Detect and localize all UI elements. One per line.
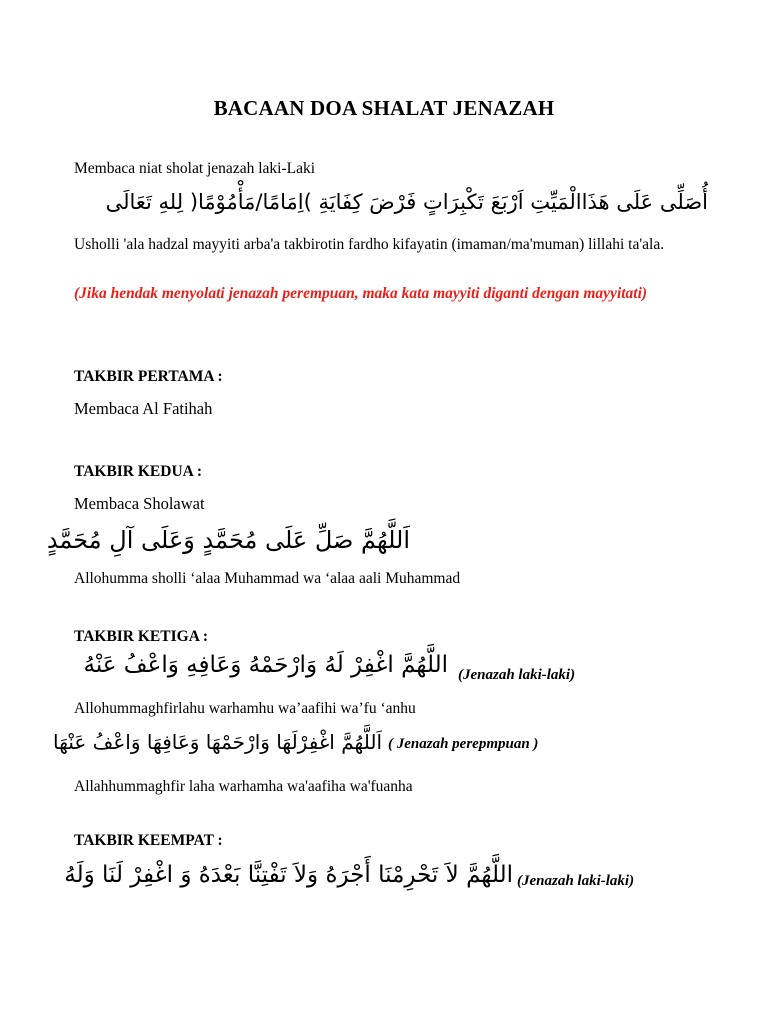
- doa-male-note: (Jenazah laki-laki): [458, 667, 576, 683]
- niat-latin: Usholli 'ala hadzal mayyiti arba'a takbirotin fardho kifayatin (imaman/ma'muman) lillahi ta'ala.: [74, 236, 665, 253]
- doa-keempat-arabic: اللَّهُمَّ لاَ تَحْرِمْنَا أَجْرَهُ وَلاَ تَفْتِنَّا بَعْدَهُ وَ اغْفِرْ لَنَا وَلَهُ: [64, 862, 513, 888]
- doa-male-latin: Allohummaghfirlahu warhamhu wa’aafihi wa’fu ‘anhu: [74, 700, 416, 717]
- niat-arabic: أُصَلِّى عَلَى هَذَاالْمَيِّتِ اَرْبَعَ تَكْبِرَاتٍ فَرْضَ كِفَايَةِ )اِمَامًا/مَأْمُوْمًا( لِلهِ تَعَالَى: [105, 190, 708, 214]
- niat-intro: Membaca niat sholat jenazah laki-Laki: [74, 160, 316, 177]
- takbir-keempat-heading: TAKBIR KEEMPAT :: [74, 832, 223, 849]
- doa-keempat-note: (Jenazah laki-laki): [517, 873, 635, 889]
- takbir-kedua-text: Membaca Sholawat: [74, 494, 205, 513]
- doa-female-latin: Allahhummaghfir laha warhamha wa'aafiha wa'fuanha: [74, 778, 413, 795]
- doa-female-arabic: اَللَّهُمَّ اغْفِرْلَهَا وَارْحَمْهَا وَعَافِهَا وَاعْفُ عَنْهَا: [53, 730, 382, 754]
- page-title: BACAAN DOA SHALAT JENAZAH: [213, 96, 555, 120]
- sholawat-arabic: اَللَّهُمَّ صَلِّ عَلَى مُحَمَّدٍ وَعَلَى آلِ مُحَمَّدٍ: [46, 526, 410, 554]
- niat-note-red: (Jika hendak menyolati jenazah perempuan, maka kata mayyiti diganti dengan mayyitati): [74, 285, 648, 302]
- doa-female-note: ( Jenazah perepmpuan ): [388, 736, 539, 752]
- takbir-pertama-text: Membaca Al Fatihah: [74, 399, 213, 418]
- takbir-pertama-heading: TAKBIR PERTAMA :: [74, 368, 223, 385]
- takbir-ketiga-heading: TAKBIR KETIGA :: [74, 628, 209, 645]
- doa-male-arabic: اللَّهُمَّ اغْفِرْ لَهُ وَارْحَمْهُ وَعَافِهِ وَاعْفُ عَنْهُ: [83, 652, 448, 678]
- sholawat-latin: Allohumma sholli ‘alaa Muhammad wa ‘alaa aali Muhammad: [74, 570, 461, 587]
- takbir-kedua-heading: TAKBIR KEDUA :: [74, 463, 203, 480]
